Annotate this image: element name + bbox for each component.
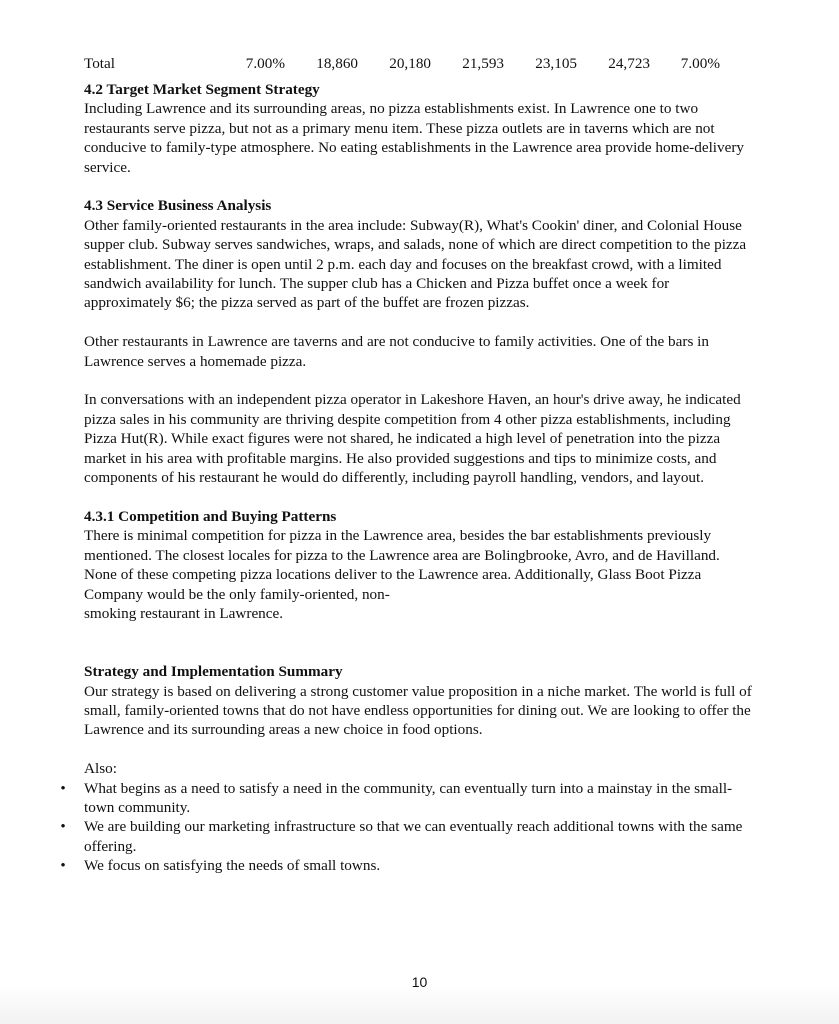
total-cell: 7.00% [245,55,285,73]
paragraph-gap [84,313,756,332]
section-body-4-2: Including Lawrence and its surrounding areas, no pizza establishments exist. In Lawrence one to two restaurants serve pizza, but not as a primary menu item. These pizza outlets are in taverns which are not conducive to family-type atmosphere. No eating establishments in the Lawrence area provide home-delivery service. [84,100,744,176]
paragraph-gap [84,740,756,759]
list-item-text: We are building our marketing infrastructure so that we can eventually reach additional towns with the same offering. [84,818,743,855]
list-item [60,817,756,856]
section-paragraph: Other family-oriented restaurants in the area include: Subway(R), What's Cookin' diner, and Colonial House supper club. Subway serves sandwiches, wraps, and salads, none of which are direct competition to the pizza establishment. The diner is open until 2 p.m. each day and focuses on the breakfast crowd, with a limited sandwich availability for lunch. The supper club has a Chicken and Pizza buffet once a week for approximately $6; the pizza served as part of the buffet are frozen pizzas. [84,216,747,312]
bullet-icon: • [60,818,66,836]
total-label: Total [84,55,115,73]
section-paragraph: Other restaurants in Lawrence are taverns and are not conducive to family activities. One of the bars in Lawrence serves a homemade pizza. [84,333,709,370]
total-cell: 20,180 [389,55,431,73]
paragraph-gap [84,371,756,390]
strategy-summary-body: Our strategy is based on delivering a strong customer value proposition in a niche market. The world is full of small, family-oriented towns that do not have endless opportunities for dining out. We are looking to offer the Lawrence and its surrounding areas a new choice in food options. [84,682,752,739]
list-item [60,856,756,875]
paragraph-gap [84,487,756,506]
section-body-line: There is minimal competition for pizza in the Lawrence area, besides the bar establishments previously mentioned. The closest locales for pizza to the Lawrence area are Bolingbrooke, Avro, and de Havilland. None of these competing pizza locations deliver to the Lawrence area. Additionally, Glass Boot Pizza Company would be the only family-oriented, non- [84,527,720,603]
section-heading-4-3-1: 4.3.1 Competition and Buying Patterns [84,507,337,525]
section-gap [84,623,756,662]
paragraph-gap [84,177,756,196]
total-cell: 7.00% [680,55,720,73]
bullet-icon: • [60,779,66,797]
total-cell: 23,105 [535,55,577,73]
page-number: 10 [411,974,428,990]
section-body-line: smoking restaurant in Lawrence. [84,604,284,622]
total-cell: 24,723 [608,55,650,73]
list-item-text: What begins as a need to satisfy a need in the community, can eventually turn into a mainstay in the small-town community. [84,779,733,816]
page-content [60,52,756,876]
strategy-summary-heading: Strategy and Implementation Summary [84,663,343,681]
total-cell: 18,860 [316,55,358,73]
section-heading-4-3: 4.3 Service Business Analysis [84,197,272,215]
total-cell: 21,593 [462,55,504,73]
bullet-icon: • [60,857,66,875]
section-heading-4-2: 4.2 Target Market Segment Strategy [84,81,320,98]
list-item-text: We focus on satisfying the needs of small towns. [84,857,381,875]
section-body-4-3-1 [84,526,756,623]
strategy-bullet-list [60,779,756,876]
table-total-row [84,52,756,76]
also-label: Also: [84,760,117,778]
section-paragraph: In conversations with an independent pizza operator in Lakeshore Haven, an hour's drive away, he indicated pizza sales in his community are thriving despite competition from 4 other pizza establishments, including Pizza Hut(R). While exact figures were not shared, he indicated a high level of penetration into the pizza market in his area with profitable margins. He also provided suggestions and tips to minimize costs, and components of his restaurant he would do differently, including payroll handling, vendors, and layout. [84,391,741,487]
list-item [60,779,756,818]
